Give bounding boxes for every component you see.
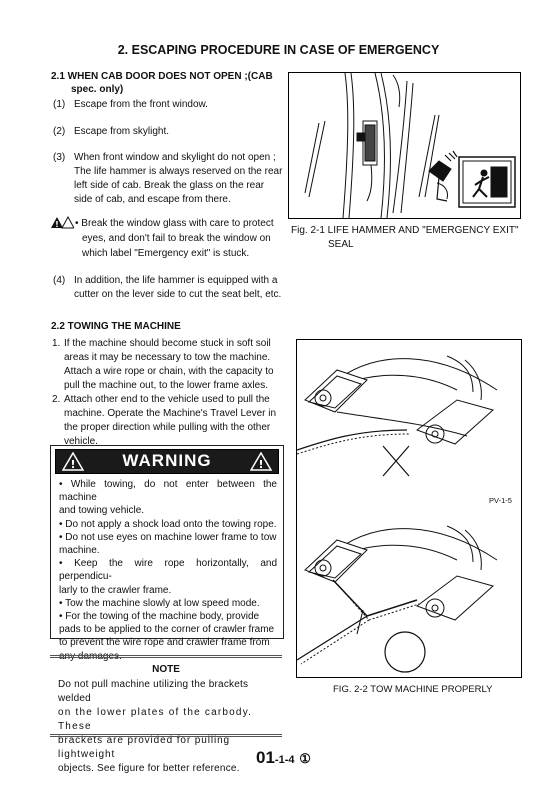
warning-line: • For the towing of the machine body, provide [59, 611, 260, 623]
section-2-1-heading: 2.1 WHEN CAB DOOR DOES NOT OPEN ;(CAB [51, 71, 273, 82]
warning-line: • Tow the machine slowly at low speed mode. [59, 597, 260, 609]
page-number-main: 01 [256, 748, 275, 767]
section-2-2-heading: 2.2 TOWING THE MACHINE [51, 321, 181, 332]
page-number [256, 748, 311, 768]
warning-line: • Keep the wire rope horizontally, and perpendicu- [59, 558, 277, 583]
note-line: brackets are provided for pulling lightweight [58, 735, 230, 760]
page-number-circle: ① [299, 751, 311, 766]
caution-line-3: which label "Emergency exit" is stuck. [82, 248, 250, 259]
svg-text:!: ! [55, 220, 59, 229]
tow-item-1-line-1: If the machine should become stuck in soft soil [64, 338, 271, 349]
warning-line: • Do not use eyes on machine lower frame to tow [59, 531, 277, 543]
item-4-num: (4) [53, 275, 66, 286]
item-3-line-2: The life hammer is always reserved on the rear [74, 166, 283, 177]
tow-item-1-line-3: Attach a wire rope or chain, with the capacity to [64, 366, 274, 377]
tow-item-2-line-4: vehicle. [64, 436, 98, 447]
figure-2-2 [296, 339, 522, 678]
caution-icon [50, 216, 74, 230]
figure-ref-code: PV-1-5 [489, 496, 512, 505]
tow-item-2-line-3: the proper direction while pulling with the other [64, 422, 271, 433]
page-number-sub: -1-4 [274, 754, 295, 766]
note-line: on the lower plates of the carbody. These [58, 707, 253, 732]
figure-2-1-caption-line-1: Fig. 2-1 LIFE HAMMER AND "EMERGENCY EXIT" [291, 225, 519, 236]
tow-item-1-line-2: areas it may be necessary to tow the machine. [64, 352, 271, 363]
figure-2-1-caption-line-2: SEAL [328, 239, 354, 250]
page-title: 2. ESCAPING PROCEDURE IN CASE OF EMERGENCY [117, 43, 440, 57]
tow-item-1-line-4: pull the machine out, to the lower frame axles. [64, 380, 268, 391]
item-2-text: Escape from skylight. [74, 126, 170, 137]
warning-line: pads to be applied to the corner of crawler frame [59, 624, 275, 636]
note-line: Do not pull machine utilizing the brackets welded [58, 679, 249, 704]
section-2-1-heading-cont: spec. only) [71, 84, 124, 95]
warning-line: • Do not apply a shock load onto the towing rope. [59, 518, 277, 530]
item-3-line-4: side of cab, and escape from there. [74, 194, 231, 205]
warning-line: • While towing, do not enter between the machine [59, 479, 277, 504]
warning-triangle-right-icon [250, 452, 272, 471]
item-1-text: Escape from the front window. [74, 99, 208, 110]
warning-line: any damages. [59, 650, 122, 662]
note-top-rule [50, 655, 282, 658]
item-3-line-3: left side of cab. Break the glass on the rear [74, 180, 265, 191]
warning-line: machine. [59, 545, 100, 557]
item-4-line-1: In addition, the life hammer is equipped with a [74, 275, 278, 286]
warning-list [59, 478, 277, 663]
item-2-num: (2) [53, 126, 66, 137]
item-3-num: (3) [53, 152, 66, 163]
caution-line-1: • Break the window glass with care to protect [75, 218, 274, 229]
svg-text:!: ! [70, 458, 76, 471]
svg-text:!: ! [258, 458, 264, 471]
note-title: NOTE [152, 664, 180, 675]
tow-item-2-line-2: machine. Operate the Machine's Travel Lever in [64, 408, 277, 419]
figure-2-1 [288, 72, 521, 219]
warning-box [50, 445, 284, 662]
figure-2-2-caption: FIG. 2-2 TOW MACHINE PROPERLY [333, 684, 493, 695]
warning-banner [55, 449, 279, 474]
tow-item-2-line-1: Attach other end to the vehicle used to pull the [64, 394, 270, 405]
warning-label: WARNING [122, 451, 212, 470]
warning-line: and towing vehicle. [59, 505, 145, 517]
caution-line-2: eyes, and don't fail to break the window on [82, 233, 271, 244]
tow-item-1-num: 1. [52, 338, 61, 349]
warning-line: larly to the crawler frame. [59, 584, 172, 596]
note-line: objects. See figure for better reference. [58, 763, 240, 774]
life-hammer-illustration [289, 73, 520, 218]
warning-line: to prevent the wire rope and crawler frame from [59, 637, 270, 649]
note-text [58, 678, 274, 776]
item-3-line-1: When front window and skylight do not open ; [74, 152, 276, 163]
item-1-num: (1) [53, 99, 66, 110]
tow-item-2-num: 2. [52, 394, 61, 405]
item-4-line-2: cutter on the lever side to cut the seat belt, etc. [74, 289, 282, 300]
tow-machine-illustration [297, 340, 521, 677]
note-bottom-rule [50, 734, 282, 737]
